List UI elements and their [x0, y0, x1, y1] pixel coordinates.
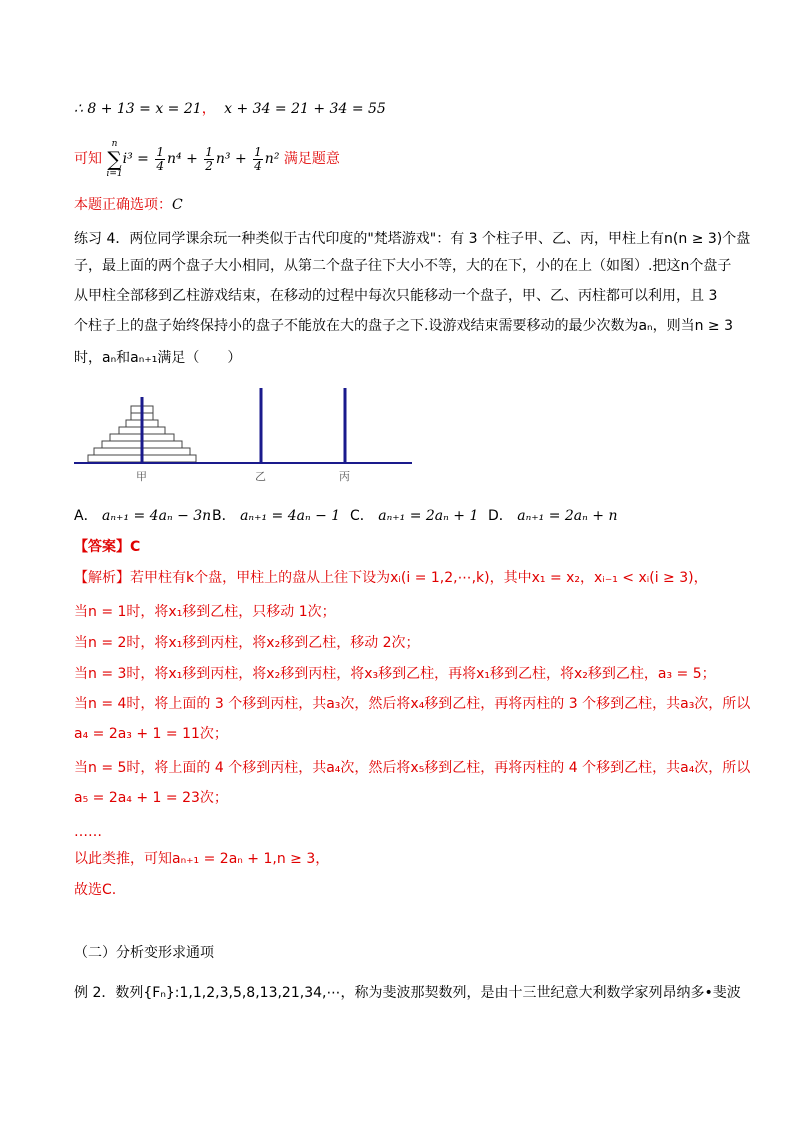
exercise-line-1: 练习 4．两位同学课余玩一种类似于古代印度的"梵塔游戏"：有 3 个柱子甲、乙、丙，甲柱上有n(n ≥ 3)个盘	[74, 231, 751, 247]
term-1: n⁴ +	[166, 151, 198, 167]
answer-label: 【答案】C	[74, 539, 141, 555]
term-2: n³ +	[215, 151, 247, 167]
fraction-2: $\frac{1}{2}$	[205, 144, 213, 173]
exercise-line-3: 从甲柱全部移到乙柱游戏结束，在移动的过程中每次只能移动一个盘子，甲、乙、丙柱都可以利用，且 3	[74, 288, 718, 304]
formula-suffix: 满足题意	[283, 151, 340, 167]
analysis-line-8: a₅ = 2a₄ + 1 = 23次；	[74, 790, 228, 806]
sum-symbol	[106, 139, 122, 179]
example-line-1: 例 2．数列{Fₙ}:1,1,2,3,5,8,13,21,34,⋯，称为斐波那契数列，是由十三世纪意大利数学家列昂纳多•斐波	[74, 985, 741, 1001]
comma-sep: ，	[201, 101, 216, 117]
exercise-line-2: 子，最上面的两个盘子大小相同，从第二个盘子往下大小不等，大的在下，小的在上（如图）.把这n个盘子	[74, 258, 732, 274]
option-a[interactable]: A． aₙ₊₁ = 4aₙ − 3n	[74, 508, 212, 524]
answer-line-prev	[74, 195, 183, 215]
analysis-line-11: 故选C.	[74, 882, 117, 898]
peg-label-c: 丙	[339, 470, 350, 483]
answer-letter: C	[172, 197, 183, 213]
analysis-line-6: a₄ = 2a₃ + 1 = 11次；	[74, 726, 228, 742]
analysis-line-9: ……	[74, 824, 102, 840]
hanoi-figure	[74, 383, 414, 488]
sigma-icon: ∑	[107, 147, 122, 171]
options-row	[74, 506, 626, 526]
analysis-line-3: 当n = 2时，将x₁移到丙柱，将x₂移到乙柱，移动 2次；	[74, 635, 420, 651]
peg-label-a: 甲	[136, 470, 147, 483]
calc-expr-1: ∴ 8 + 13 = x = 21	[74, 101, 202, 117]
sum-formula	[106, 139, 283, 179]
sum-lower: i=1	[106, 169, 123, 179]
sum-upper: n	[111, 139, 118, 149]
analysis-line-4: 当n = 3时，将x₁移到丙柱，将x₂移到丙柱，将x₃移到乙柱，再将x₁移到乙柱，将x₂移到乙柱，a₃ = 5；	[74, 666, 716, 682]
exercise-line-4: 个柱子上的盘子始终保持小的盘子不能放在大的盘子之下.设游戏结束需要移动的最少次数为aₙ，则当n ≥ 3	[74, 318, 734, 334]
analysis-line-10: 以此类推，可知aₙ₊₁ = 2aₙ + 1,n ≥ 3，	[74, 851, 330, 867]
analysis-line-2: 当n = 1时，将x₁移到乙柱，只移动 1次；	[74, 604, 336, 620]
section-heading: （二）分析变形求通项	[74, 945, 214, 961]
analysis-line-5: 当n = 4时，将上面的 3 个移到丙柱，共a₃次，然后将x₄移到乙柱，再将丙柱的 3 个移到乙柱，共a₃次，所以	[74, 696, 751, 712]
peg-label-b: 乙	[255, 470, 266, 483]
option-c[interactable]: C． aₙ₊₁ = 2aₙ + 1	[350, 508, 479, 524]
analysis-line-7: 当n = 5时，将上面的 4 个移到丙柱，共a₄次，然后将x₅移到乙柱，再将丙柱的 4 个移到乙柱，共a₄次，所以	[74, 760, 751, 776]
fraction-3: $\frac{1}{4}$	[254, 144, 262, 173]
answer-prefix: 本题正确选项：	[74, 197, 172, 213]
sum-formula-line	[74, 139, 340, 179]
calc-line-1	[74, 99, 386, 119]
term-3: n²	[264, 151, 280, 167]
fraction-1: $\frac{1}{4}$	[156, 144, 164, 173]
option-d[interactable]: D． aₙ₊₁ = 2aₙ + n	[488, 508, 618, 524]
analysis-line-1: 【解析】若甲柱有k个盘，甲柱上的盘从上往下设为xᵢ(i = 1,2,⋯,k)，其中x₁ = x₂，xᵢ₋₁ < xᵢ(i ≥ 3)，	[74, 570, 708, 586]
formula-prefix: 可知	[74, 151, 102, 167]
sum-term: i³ =	[122, 151, 149, 167]
exercise-line-5: 时，aₙ和aₙ₊₁满足（ ）	[74, 350, 242, 366]
calc-expr-2: x + 34 = 21 + 34 = 55	[224, 101, 386, 117]
option-b[interactable]: B． aₙ₊₁ = 4aₙ − 1	[212, 508, 341, 524]
